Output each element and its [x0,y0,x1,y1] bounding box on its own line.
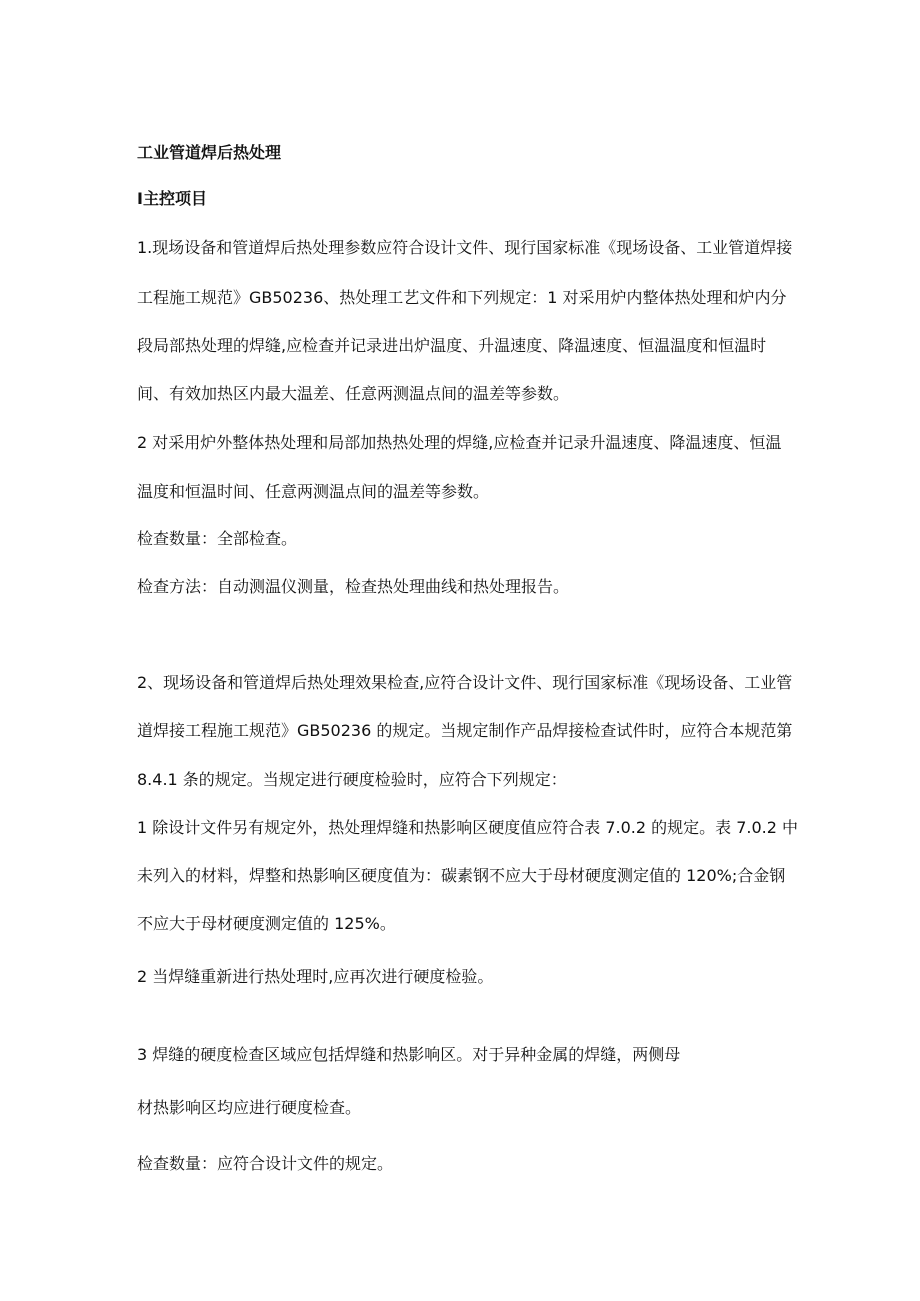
paragraph-line: 未列入的材料，焊整和热影响区硬度值为：碳素钢不应大于母材硬度测定值的 120%;合金钢 [137,866,786,885]
document-title: 工业管道焊后热处理 [137,143,282,162]
paragraph-line: 工程施工规范》GB50236、热处理工艺文件和下列规定：1 对采用炉内整体热处理和炉内分 [137,288,787,307]
section-heading: Ⅰ主控项目 [137,189,207,208]
paragraph-line: 1.现场设备和管道焊后热处理参数应符合设计文件、现行国家标准《现场设备、工业管道焊接 [137,238,793,257]
paragraph-line: 道焊接工程施工规范》GB50236 的规定。当规定制作产品焊接检查试件时，应符合本规范第 [137,721,793,740]
paragraph-line: 温度和恒温时间、任意两测温点间的温差等参数。 [137,482,490,501]
paragraph-line: 段局部热处理的焊缝,应检查并记录进出炉温度、升温速度、降温速度、恒温温度和恒温时 [137,336,767,355]
inspection-quantity: 检查数量：应符合设计文件的规定。 [137,1154,394,1173]
paragraph-line: 1 除设计文件另有规定外，热处理焊缝和热影响区硬度值应符合表 7.0.2 的规定。表 7.0.2 中 [137,818,799,837]
paragraph-line: 间、有效加热区内最大温差、任意两测温点间的温差等参数。 [137,384,570,403]
paragraph-line: 3 焊缝的硬度检查区域应包括焊缝和热影响区。对于异种金属的焊缝，两侧母 [137,1045,681,1064]
inspection-method: 检查方法：自动测温仪测量，检查热处理曲线和热处理报告。 [137,577,570,596]
paragraph-line: 材热影响区均应进行硬度检查。 [137,1098,362,1117]
inspection-quantity: 检查数量：全部检查。 [137,529,298,548]
paragraph-line: 2 当焊缝重新进行热处理时,应再次进行硬度检验。 [137,967,494,986]
paragraph-line: 8.4.1 条的规定。当规定进行硬度检验时，应符合下列规定： [137,770,567,789]
paragraph-line: 不应大于母材硬度测定值的 125%。 [137,914,396,933]
paragraph-line: 2、现场设备和管道焊后热处理效果检查,应符合设计文件、现行国家标准《现场设备、工业管 [137,673,793,692]
paragraph-line: 2 对采用炉外整体热处理和局部加热热处理的焊缝,应检查并记录升温速度、降温速度、恒温 [137,433,782,452]
